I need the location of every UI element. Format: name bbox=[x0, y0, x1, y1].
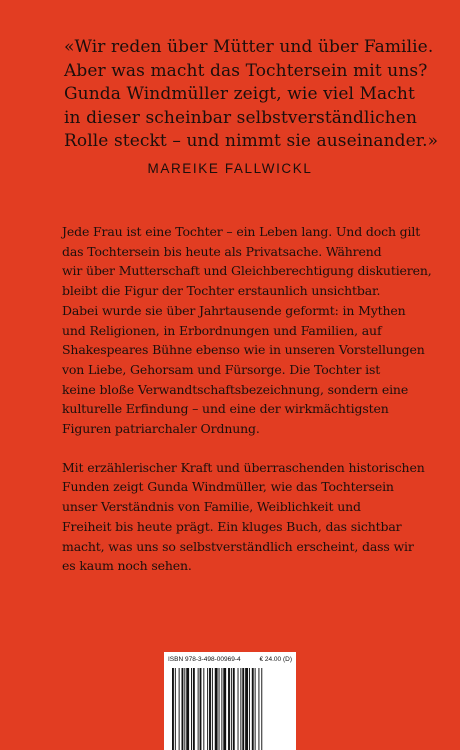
blurb-line: unser Verständnis von Familie, Weiblichkeit und bbox=[62, 499, 361, 515]
blurb-line: keine bloße Verwandtschaftsbezeichnung, sondern eine bbox=[62, 381, 409, 397]
blurb-line: Dabei wurde sie über Jahrtausende geformt: in Mythen bbox=[62, 302, 406, 318]
isbn-price-row bbox=[168, 656, 292, 663]
quote-line: «Wir reden über Mütter und über Familie. bbox=[64, 37, 434, 57]
blurb-line: Jede Frau ist eine Tochter – ein Leben lang. Und doch gilt bbox=[62, 224, 421, 239]
blurb-line: Figuren patriarchaler Ordnung. bbox=[62, 421, 260, 437]
blurb-line: Mit erzählerischer Kraft und überraschenden historischen bbox=[62, 459, 425, 475]
barcode-panel bbox=[164, 652, 296, 750]
quote-line: in dieser scheinbar selbstverständlichen bbox=[64, 107, 417, 128]
endorsement-quote bbox=[64, 36, 439, 154]
blurb-line: es kaum noch sehen. bbox=[62, 558, 192, 574]
barcode-icon bbox=[170, 668, 290, 750]
blurb-line: und Religionen, in Erbordnungen und Familien, auf bbox=[62, 322, 382, 338]
quote-line: Rolle steckt – und nimmt sie auseinander.» bbox=[64, 131, 439, 151]
blurb-paragraph-1 bbox=[62, 222, 432, 439]
blurb-line: von Liebe, Gehorsam und Fürsorge. Die Tochter ist bbox=[62, 361, 381, 377]
blurb-line: Shakespeares Bühne ebenso wie in unseren Vorstellungen bbox=[62, 342, 425, 358]
quote-line: Aber was macht das Tochtersein mit uns? bbox=[64, 60, 428, 81]
isbn-number: ISBN 978-3-498-00969-4 bbox=[168, 656, 241, 663]
blurb-paragraph-2 bbox=[62, 458, 425, 576]
blurb-line: Funden zeigt Gunda Windmüller, wie das Tochtersein bbox=[62, 479, 394, 495]
blurb-line: macht, was uns so selbstverständlich erscheint, dass wir bbox=[62, 538, 414, 554]
blurb-line: Freiheit bis heute prägt. Ein kluges Buch, das sichtbar bbox=[62, 518, 402, 534]
blurb-line: wir über Mutterschaft und Gleichberechtigung diskutieren, bbox=[62, 263, 432, 279]
blurb-text bbox=[62, 222, 432, 576]
price-label: € 24.00 (D) bbox=[259, 656, 292, 663]
blurb-line: das Tochtersein bis heute als Privatsache. Während bbox=[62, 243, 382, 259]
quote-line: Gunda Windmüller zeigt, wie viel Macht bbox=[64, 84, 415, 104]
blurb-line: kulturelle Erfindung – und eine der wirkmächtigsten bbox=[62, 401, 389, 417]
quote-author: MAREIKE FALLWICKL bbox=[147, 161, 313, 176]
blurb-line: bleibt die Figur der Tochter erstaunlich unsichtbar. bbox=[62, 283, 381, 299]
